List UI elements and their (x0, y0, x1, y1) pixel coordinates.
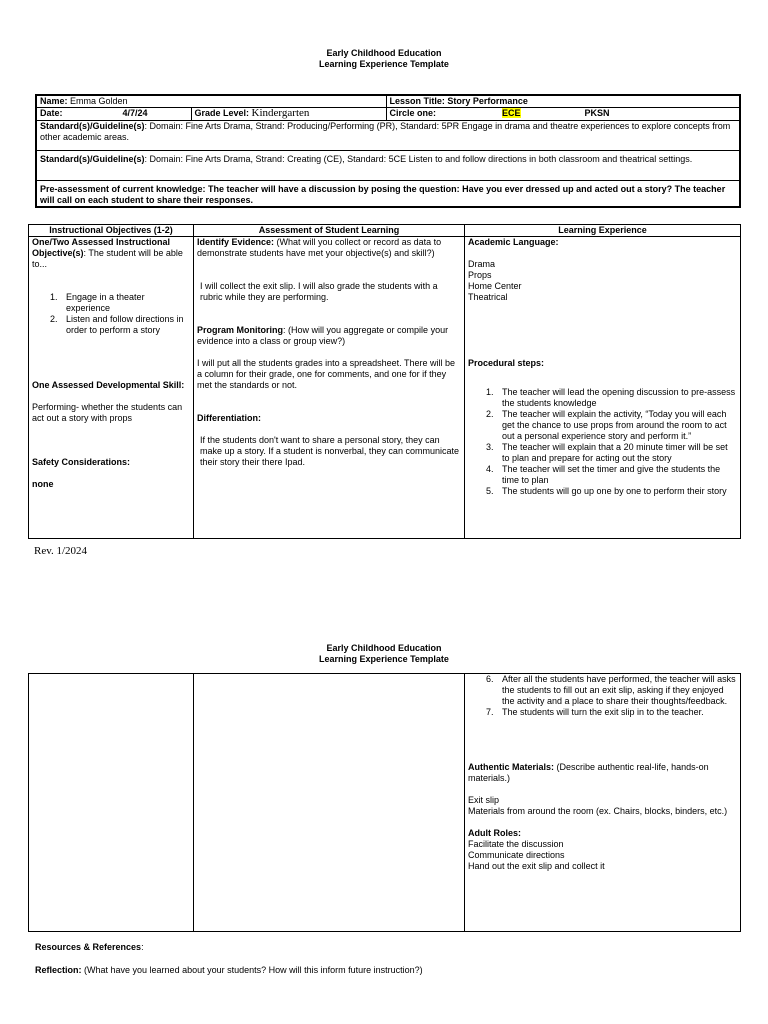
step-7: The students will turn the exit slip in to the teacher. (502, 707, 704, 717)
standard-2-label: Standard(s)/Guideline(s) (40, 154, 145, 164)
info-table (35, 94, 741, 208)
circle-label: Circle one: (389, 108, 437, 118)
circle-option-pksn: PKSN (584, 108, 610, 118)
academic-language-heading: Academic Language: (468, 237, 559, 247)
name-value: Emma Golden (70, 96, 128, 106)
col-header-experience: Learning Experience (465, 225, 741, 237)
adult-roles-heading: Adult Roles: (468, 828, 521, 838)
circle-option-ece: ECE (502, 108, 521, 118)
authentic-materials-prompt: (Describe authentic real-life, hands-on materials.) (468, 762, 709, 783)
objective-item-2: Listen and follow directions in order to perform a story (66, 314, 184, 335)
pre-assessment-cell (36, 181, 740, 208)
list-item: 1. Engage in a theater experience (50, 292, 145, 313)
step-6: After all the students have performed, the teacher will asks the students to fill out an exit slip, asking if they enjoyed the activity and a place to share their thoughts/feedback. (502, 674, 736, 706)
pre-assessment-text: Pre-assessment of current knowledge: The teacher will have a discussion by posing the question: Have you ever dressed up and acted out a story? The teacher will call on each student to share their responses. (40, 184, 726, 205)
list-item: 1. The teacher will lead the opening discussion to pre-assess the students knowledge (486, 387, 736, 408)
date-label: Date: (40, 108, 63, 118)
standard-1-cell (36, 121, 740, 151)
list-item: 5. The students will go up one by one to perform their story (486, 486, 727, 496)
doc-title-line1-page2: Early Childhood Education (326, 643, 442, 653)
reflection-prompt: (What have you learned about your students? How will this inform future instruction?) (81, 965, 423, 975)
list-item: 7. The students will turn the exit slip in to the teacher. (486, 707, 704, 717)
monitoring-prompt: : (How will you aggregate or compile your evidence into a class or group view?) (197, 325, 449, 346)
standard-2-cell (36, 151, 740, 181)
objectives-cell (29, 237, 194, 539)
reflection (35, 965, 423, 976)
objectives-list (32, 292, 190, 336)
lesson-label: Lesson Title: (389, 96, 445, 106)
academic-term: Drama (468, 259, 496, 269)
step-2: The teacher will explain the activity, “Today you will each get the chance to use props from around the room to act out a personal experience story and perform it.” (502, 409, 727, 441)
grade-value: Kindergarten (251, 107, 310, 119)
adult-role-item: Hand out the exit slip and collect it (468, 861, 605, 871)
authentic-material-item: Exit slip (468, 795, 500, 805)
name-label: Name: (40, 96, 68, 106)
adult-role-item: Communicate directions (468, 850, 565, 860)
procedural-steps-heading: Procedural steps: (468, 358, 545, 368)
date-value: 4/7/24 (122, 108, 148, 118)
differentiation-heading: Differentiation: (197, 413, 261, 423)
step-5: The students will go up one by one to perform their story (502, 486, 727, 496)
doc-title-line2-page2: Learning Experience Template (319, 654, 449, 664)
assessment-cell (194, 237, 465, 539)
academic-term: Theatrical (468, 292, 508, 302)
developmental-skill-text: Performing- whether the students can act out a story with props (32, 402, 183, 423)
col-header-objectives: Instructional Objectives (1-2) (29, 225, 194, 237)
grade-cell (191, 108, 386, 121)
standard-2-text: : Domain: Fine Arts Drama, Strand: Creating (CE), Standard: 5CE Listen to and follow directions in both classroom and theatrical settings. (144, 154, 693, 164)
procedural-steps-list-continued (468, 674, 737, 718)
standard-1-label: Standard(s)/Guideline(s) (40, 121, 145, 131)
list-item: 3. The teacher will explain that a 20 minute timer will be set to plan and prepare for acting out the story (486, 442, 728, 463)
standard-1-text: : Domain: Fine Arts Drama, Strand: Producing/Performing (PR), Standard: 5PR Engage in drama and theatre experiences to explore concepts from other academic areas. (40, 121, 731, 142)
evidence-text: I will collect the exit slip. I will also grade the students with a rubric while they are performing. (200, 281, 438, 302)
reflection-label: Reflection: (35, 965, 82, 975)
objectives-heading-tail: : The student will be able to... (32, 248, 183, 269)
lesson-cell (386, 95, 740, 108)
monitoring-text: I will put all the students grades into a spreadsheet. There will be a column for their grade, one for comments, and one for if they met the standards or not. (197, 358, 455, 390)
procedural-steps-list (468, 387, 737, 497)
developmental-skill-heading: One Assessed Developmental Skill: (32, 380, 185, 390)
list-item: 4. The teacher will set the timer and give the students the time to plan (486, 464, 721, 485)
list-item: 2. The teacher will explain the activity, “Today you will each get the chance to use props from around the room to act out a personal experience story and perform it.” (486, 409, 727, 441)
col-header-assessment: Assessment of Student Learning (194, 225, 465, 237)
list-item: 6. After all the students have performed, the teacher will asks the students to fill out an exit slip, asking if they enjoyed the activity and a place to share their thoughts/feedback. (486, 674, 736, 706)
name-cell (36, 95, 386, 108)
revision-note: Rev. 1/2024 (34, 545, 88, 557)
step-1: The teacher will lead the opening discussion to pre-assess the students knowledge (502, 387, 736, 408)
authentic-materials-heading: Authentic Materials: (468, 762, 555, 772)
experience-cell-continued (465, 674, 741, 932)
experience-cell (465, 237, 741, 539)
differentiation-text: If the students don't want to share a personal story, they can make up a story. If a student is nonverbal, they can communicate their story their there Ipad. (200, 435, 459, 467)
monitoring-heading: Program Monitoring (197, 325, 283, 335)
resources-label: Resources & References (35, 942, 142, 952)
academic-term: Props (468, 270, 492, 280)
evidence-prompt: (What will you collect or record as data to demonstrate students have met your objective(s) and skill?) (197, 237, 442, 258)
adult-role-item: Facilitate the discussion (468, 839, 564, 849)
doc-title-line1: Early Childhood Education (326, 48, 442, 58)
grade-label: Grade Level: (194, 108, 250, 118)
step-4: The teacher will set the timer and give the students the time to plan (502, 464, 721, 485)
resources-references (35, 942, 144, 953)
academic-term: Home Center (468, 281, 522, 291)
safety-text: none (32, 479, 54, 489)
lesson-value: Story Performance (447, 96, 528, 106)
date-cell (36, 108, 191, 121)
evidence-heading: Identify Evidence: (197, 237, 275, 247)
objective-item-1: Engage in a theater experience (66, 292, 145, 313)
objectives-cell-continued (29, 674, 194, 932)
step-3: The teacher will explain that a 20 minute timer will be set to plan and prepare for acting out the story (502, 442, 728, 463)
resources-colon: : (141, 942, 144, 952)
objectives-heading: One/Two Assessed Instructional Objective(s) (32, 237, 171, 258)
assessment-cell-continued (194, 674, 465, 932)
lesson-main-table (28, 224, 741, 539)
authentic-material-item: Materials from around the room (ex. Chairs, blocks, binders, etc.) (468, 806, 728, 816)
list-item: 2. Listen and follow directions in order to perform a story (50, 314, 184, 335)
safety-heading: Safety Considerations: (32, 457, 131, 467)
doc-title-line2: Learning Experience Template (319, 59, 449, 69)
lesson-main-table-continued (28, 673, 741, 932)
circle-cell (386, 108, 740, 121)
